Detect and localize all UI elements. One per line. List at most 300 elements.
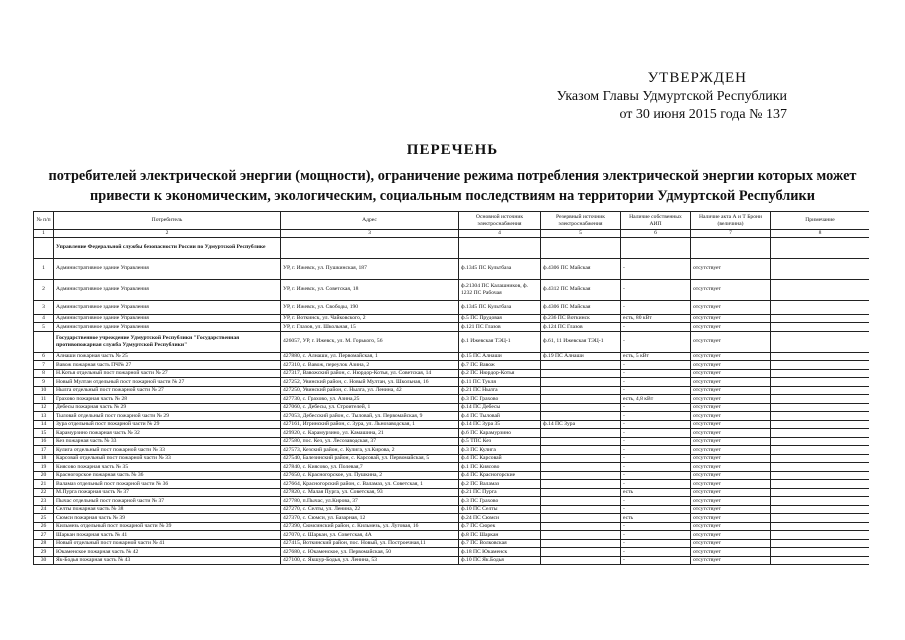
consumers-table-container bbox=[33, 211, 869, 640]
note bbox=[771, 412, 870, 421]
reserve-source bbox=[541, 548, 621, 557]
reservation-act: отсутствует bbox=[691, 378, 771, 387]
row-number bbox=[34, 331, 54, 352]
address: 427840, с. Киясово, ул. Полевая,7 bbox=[281, 463, 459, 472]
table-row bbox=[34, 429, 870, 438]
consumer-name: Новый отдельный пост пожарной части № 41 bbox=[54, 539, 281, 548]
consumer-name: Карсовай отдельный пост пожарной части № 33 bbox=[54, 454, 281, 463]
main-source: ф.5 ТПС Кез bbox=[459, 437, 541, 446]
main-source: ф.2 ПС Валамаз bbox=[459, 480, 541, 489]
address: 429920, с. Карамурзино, ул. Камашина, 21 bbox=[281, 429, 459, 438]
own-power-source: есть, 80 кВт bbox=[621, 314, 691, 323]
own-power-source: есть bbox=[621, 514, 691, 523]
reservation-act: отсутствует bbox=[691, 548, 771, 557]
approval-line-1: УТВЕРЖДЕН bbox=[647, 70, 747, 86]
table-row bbox=[34, 463, 870, 472]
table-row bbox=[34, 531, 870, 540]
reservation-act: отсутствует bbox=[691, 331, 771, 352]
note bbox=[771, 514, 870, 523]
note bbox=[771, 420, 870, 429]
note bbox=[771, 279, 870, 300]
reserve-source bbox=[541, 429, 621, 438]
reserve-source bbox=[541, 403, 621, 412]
consumer-name: Кулига отдельный пост пожарной части № 33 bbox=[54, 446, 281, 455]
main-source: ф.5 ПС Прудовая bbox=[459, 314, 541, 323]
row-number: 30 bbox=[34, 556, 54, 565]
row-number: 12 bbox=[34, 403, 54, 412]
main-source: ф.6 ПС Карамурзино bbox=[459, 429, 541, 438]
row-number: 13 bbox=[34, 412, 54, 421]
reserve-source bbox=[541, 505, 621, 514]
table-row bbox=[34, 454, 870, 463]
row-number: 28 bbox=[34, 539, 54, 548]
row-number: 20 bbox=[34, 471, 54, 480]
table-row bbox=[34, 386, 870, 395]
own-power-source: - bbox=[621, 531, 691, 540]
document-subtitle: потребителей электрической энергии (мощности), ограничение режима потребления электрической энергии которых может привести к экономическим, экологическим, социальным последствиям на территории Удмуртской Республики bbox=[48, 168, 857, 204]
consumer-name: Красногорское пожарная часть № 36 bbox=[54, 471, 281, 480]
column-header: Адрес bbox=[281, 212, 459, 230]
reservation-act: отсутствует bbox=[691, 323, 771, 332]
own-power-source: - bbox=[621, 403, 691, 412]
row-number: 23 bbox=[34, 497, 54, 506]
address: 427730, с. Грахово, ул. Азина,25 bbox=[281, 395, 459, 404]
table-row bbox=[34, 420, 870, 429]
table-row bbox=[34, 395, 870, 404]
consumer-name: Алнаши пожарная часть № 25 bbox=[54, 352, 281, 361]
own-power-source: - bbox=[621, 361, 691, 370]
row-number: 16 bbox=[34, 437, 54, 446]
table-row bbox=[34, 548, 870, 557]
note bbox=[771, 548, 870, 557]
address: 427820, с. Малая Пурга, ул. Советская, 93 bbox=[281, 488, 459, 497]
note bbox=[771, 429, 870, 438]
main-source: ф.7 ПС Сюрек bbox=[459, 522, 541, 531]
table-row bbox=[34, 514, 870, 523]
own-power-source: - bbox=[621, 480, 691, 489]
reservation-act: отсутствует bbox=[691, 352, 771, 361]
reserve-source bbox=[541, 539, 621, 548]
column-number: 5 bbox=[541, 230, 621, 238]
column-header: Потребитель bbox=[54, 212, 281, 230]
table-row bbox=[34, 471, 870, 480]
main-source: ф.3 ПС Грахово bbox=[459, 395, 541, 404]
note bbox=[771, 331, 870, 352]
address: 427317, Вавожский район, с. Нюрдор-Котья, ул. Советская, 14 bbox=[281, 369, 459, 378]
main-source: ф.21 ПС Нылга bbox=[459, 386, 541, 395]
own-power-source: есть, 5 кВт bbox=[621, 352, 691, 361]
note bbox=[771, 471, 870, 480]
column-number: 1 bbox=[34, 230, 54, 238]
approval-line-2: Указом Главы Удмуртской Республики bbox=[556, 89, 787, 104]
consumer-name: Грахово пожарная часть № 28 bbox=[54, 395, 281, 404]
consumer-name: Новый Мултан отдельный пост пожарной части № 27 bbox=[54, 378, 281, 387]
own-power-source: - bbox=[621, 420, 691, 429]
reservation-act: отсутствует bbox=[691, 412, 771, 421]
reserve-source bbox=[541, 488, 621, 497]
reservation-act: отсутствует bbox=[691, 258, 771, 279]
row-number: 4 bbox=[34, 314, 54, 323]
address: 426057, УР, г. Ижевск, ул. М. Горького, 56 bbox=[281, 331, 459, 352]
main-source: ф.4 ПС Карсовай bbox=[459, 454, 541, 463]
address: 427070, с. Шаркан, ул. Советская, 4А bbox=[281, 531, 459, 540]
note bbox=[771, 556, 870, 565]
address: 427250, Увинский район, с. Нылга, ул. Ленина, 42 bbox=[281, 386, 459, 395]
reserve-source: ф.236 ПС Воткинск bbox=[541, 314, 621, 323]
note bbox=[771, 480, 870, 489]
own-power-source: - bbox=[621, 300, 691, 314]
reservation-act: отсутствует bbox=[691, 420, 771, 429]
note bbox=[771, 395, 870, 404]
address: 427780, п.Пычас, ул.Кирова, 37 bbox=[281, 497, 459, 506]
row-number: 19 bbox=[34, 463, 54, 472]
reservation-act: отсутствует bbox=[691, 314, 771, 323]
reserve-source bbox=[541, 480, 621, 489]
address: УР, г. Ижевск, ул. Пушкинская, 187 bbox=[281, 258, 459, 279]
table-body bbox=[34, 237, 870, 565]
main-source: ф.8 ПС Шаркан bbox=[459, 531, 541, 540]
address: 427060, с. Дебесы, ул. Строителей, 1 bbox=[281, 403, 459, 412]
row-number: 26 bbox=[34, 522, 54, 531]
row-number: 10 bbox=[34, 386, 54, 395]
consumer-name: Административное здание Управления bbox=[54, 300, 281, 314]
note bbox=[771, 314, 870, 323]
document-title: ПЕРЕЧЕНЬ bbox=[406, 142, 499, 158]
main-source: ф.7 ПС Волковская bbox=[459, 539, 541, 548]
table-row bbox=[34, 323, 870, 332]
table-row bbox=[34, 361, 870, 370]
own-power-source: есть, 4,8 кВт bbox=[621, 395, 691, 404]
reserve-source bbox=[541, 369, 621, 378]
consumer-name: Кез пожарная часть № 33 bbox=[54, 437, 281, 446]
consumer-name: Карамурзино пожарная часть № 32 bbox=[54, 429, 281, 438]
reserve-source bbox=[541, 446, 621, 455]
note bbox=[771, 300, 870, 314]
reserve-source bbox=[541, 412, 621, 421]
table-row bbox=[34, 403, 870, 412]
own-power-source: - bbox=[621, 323, 691, 332]
row-number: 17 bbox=[34, 446, 54, 455]
reservation-act: отсутствует bbox=[691, 531, 771, 540]
consumer-name: Як-Бодья пожарная часть № 43 bbox=[54, 556, 281, 565]
consumer-name: Н.Котья отдельный пост пожарной части № 27 bbox=[54, 369, 281, 378]
address: 427415, Воткинский район, пос. Новый, ул. Построечная,11 bbox=[281, 539, 459, 548]
reservation-act: отсутствует bbox=[691, 514, 771, 523]
address: 427880, с. Алнаши, ул. Первомайская, 1 bbox=[281, 352, 459, 361]
consumer-name: Вавож пожарная часть ПЧ№ 27 bbox=[54, 361, 281, 370]
table-column-numbers-row bbox=[34, 230, 870, 238]
consumers-table bbox=[33, 211, 869, 565]
own-power-source: - bbox=[621, 539, 691, 548]
row-number: 15 bbox=[34, 429, 54, 438]
own-power-source: - bbox=[621, 378, 691, 387]
note bbox=[771, 352, 870, 361]
table-row bbox=[34, 497, 870, 506]
own-power-source: есть bbox=[621, 488, 691, 497]
table-row bbox=[34, 279, 870, 300]
consumer-name: Селты пожарная часть № 38 bbox=[54, 505, 281, 514]
reservation-act: отсутствует bbox=[691, 395, 771, 404]
reserve-source: ф.61, 11 Ижевская ТЭЦ-1 bbox=[541, 331, 621, 352]
row-number: 11 bbox=[34, 395, 54, 404]
reserve-source bbox=[541, 556, 621, 565]
table-row bbox=[34, 258, 870, 279]
empty-cell bbox=[771, 237, 870, 258]
row-number: 22 bbox=[34, 488, 54, 497]
address: 427252, Увинский район, с. Новый Мултан, ул. Школьная, 16 bbox=[281, 378, 459, 387]
consumer-name: Зура отдельный пост пожарной части № 29 bbox=[54, 420, 281, 429]
note bbox=[771, 369, 870, 378]
note bbox=[771, 522, 870, 531]
own-power-source: - bbox=[621, 279, 691, 300]
consumer-name: Административное здание Управления bbox=[54, 323, 281, 332]
table-row bbox=[34, 331, 870, 352]
reservation-act: отсутствует bbox=[691, 488, 771, 497]
reserve-source: ф.4306 ПС Майская bbox=[541, 300, 621, 314]
reserve-source: ф.4306 ПС Майская bbox=[541, 258, 621, 279]
address: 427100, с. Якшур-Бодья, ул. Ленина, 53 bbox=[281, 556, 459, 565]
reservation-act: отсутствует bbox=[691, 556, 771, 565]
reserve-source: ф.19 ПС Алнаши bbox=[541, 352, 621, 361]
reserve-source bbox=[541, 378, 621, 387]
note bbox=[771, 505, 870, 514]
reserve-source bbox=[541, 437, 621, 446]
consumer-name: Кильмезь отдельный пост пожарной части № 39 bbox=[54, 522, 281, 531]
own-power-source: - bbox=[621, 258, 691, 279]
reservation-act: отсутствует bbox=[691, 429, 771, 438]
column-header: № п/п bbox=[34, 212, 54, 230]
main-source: ф.4 ПС Тыловай bbox=[459, 412, 541, 421]
own-power-source: - bbox=[621, 446, 691, 455]
row-number: 24 bbox=[34, 505, 54, 514]
own-power-source: - bbox=[621, 522, 691, 531]
own-power-source: - bbox=[621, 556, 691, 565]
main-source: ф.10 ПС Селты bbox=[459, 505, 541, 514]
main-source: ф.11 ПС Тукля bbox=[459, 378, 541, 387]
consumer-name: Шаркан пожарная часть № 41 bbox=[54, 531, 281, 540]
empty-cell bbox=[281, 237, 459, 258]
address: 427664, Красногорский район, с. Валамаз, ул. Советская, 1 bbox=[281, 480, 459, 489]
own-power-source: - bbox=[621, 369, 691, 378]
note bbox=[771, 454, 870, 463]
main-source: ф.14 ПС Дебесы bbox=[459, 403, 541, 412]
main-source: ф.7 ПС Вавож bbox=[459, 361, 541, 370]
column-number: 7 bbox=[691, 230, 771, 238]
organization-name: Государственное учреждение Удмуртской Республики "Государственная противопожарная служба Удмуртской Республики" bbox=[54, 331, 281, 352]
table-row bbox=[34, 412, 870, 421]
empty-cell bbox=[691, 237, 771, 258]
address: 427573, Кезский район, с. Кулига, ул.Кирова, 2 bbox=[281, 446, 459, 455]
table-row bbox=[34, 505, 870, 514]
table-row bbox=[34, 488, 870, 497]
row-number: 5 bbox=[34, 323, 54, 332]
table-row bbox=[34, 369, 870, 378]
reservation-act: отсутствует bbox=[691, 463, 771, 472]
main-source: ф.1 ПС Киясово bbox=[459, 463, 541, 472]
main-source: ф.21 ПС Пурга bbox=[459, 488, 541, 497]
reservation-act: отсутствует bbox=[691, 437, 771, 446]
reservation-act: отсутствует bbox=[691, 505, 771, 514]
reserve-source: ф.4312 ПС Майская bbox=[541, 279, 621, 300]
address: 427270, с. Селты, ул. Ленина, 22 bbox=[281, 505, 459, 514]
address: УР, г. Ижевск, ул. Советская, 18 bbox=[281, 279, 459, 300]
column-header: Наличие акта А и Т Брони (величина) bbox=[691, 212, 771, 230]
own-power-source: - bbox=[621, 437, 691, 446]
table-row bbox=[34, 352, 870, 361]
reserve-source bbox=[541, 395, 621, 404]
reserve-source: ф.124 ПС Глазов bbox=[541, 323, 621, 332]
row-number: 6 bbox=[34, 352, 54, 361]
address: 427580, пос. Кез, ул. Лесозаводская, 37 bbox=[281, 437, 459, 446]
main-source: ф.21304 ПС Калашников, ф. 1232 ПС Рабочая bbox=[459, 279, 541, 300]
own-power-source: - bbox=[621, 548, 691, 557]
consumer-name: Нылга отдельный пост пожарной части № 27 bbox=[54, 386, 281, 395]
note bbox=[771, 539, 870, 548]
reservation-act: отсутствует bbox=[691, 279, 771, 300]
table-header-row bbox=[34, 212, 870, 230]
main-source: ф.121 ПС Глазов bbox=[459, 323, 541, 332]
reserve-source bbox=[541, 361, 621, 370]
reservation-act: отсутствует bbox=[691, 539, 771, 548]
reserve-source bbox=[541, 454, 621, 463]
reserve-source bbox=[541, 471, 621, 480]
reservation-act: отсутствует bbox=[691, 497, 771, 506]
address: УР, г. Глазов, ул. Школьная, 15 bbox=[281, 323, 459, 332]
address: 427310, с. Вавож, переулок Азина, 2 bbox=[281, 361, 459, 370]
row-number: 14 bbox=[34, 420, 54, 429]
note bbox=[771, 488, 870, 497]
own-power-source: - bbox=[621, 454, 691, 463]
column-number: 6 bbox=[621, 230, 691, 238]
address: 427680, с. Юкаменское, ул. Первомайская, 50 bbox=[281, 548, 459, 557]
row-number: 27 bbox=[34, 531, 54, 540]
consumer-name: Административное здание Управления bbox=[54, 258, 281, 279]
reserve-source bbox=[541, 386, 621, 395]
row-number: 18 bbox=[34, 454, 54, 463]
consumer-name: Сюмси пожарная часть № 39 bbox=[54, 514, 281, 523]
reservation-act: отсутствует bbox=[691, 386, 771, 395]
table-row bbox=[34, 378, 870, 387]
row-number: 8 bbox=[34, 369, 54, 378]
row-number: 25 bbox=[34, 514, 54, 523]
address: 427650, с. Красногорское, ул. Пушкина, 2 bbox=[281, 471, 459, 480]
column-number: 2 bbox=[54, 230, 281, 238]
address: 427370, с. Сюмси, ул. Базарная, 12 bbox=[281, 514, 459, 523]
consumer-name: Пычас отдельный пост пожарной части № 37 bbox=[54, 497, 281, 506]
reservation-act: отсутствует bbox=[691, 522, 771, 531]
note bbox=[771, 386, 870, 395]
empty-cell bbox=[621, 237, 691, 258]
main-source: ф.1 Ижевская ТЭЦ-1 bbox=[459, 331, 541, 352]
reservation-act: отсутствует bbox=[691, 361, 771, 370]
consumer-name: Дебесы пожарная часть № 29 bbox=[54, 403, 281, 412]
main-source: ф.14 ПС Зура 35 bbox=[459, 420, 541, 429]
main-source: ф.24 ПС Сюмси bbox=[459, 514, 541, 523]
main-source: ф.4 ПС Красногорские bbox=[459, 471, 541, 480]
own-power-source: - bbox=[621, 497, 691, 506]
address: 427161, Игринский район, с. Зура, ул. Льнозаводская, 1 bbox=[281, 420, 459, 429]
row-number: 1 bbox=[34, 258, 54, 279]
address: УР, г. Воткинск, ул. Чайковского, 2 bbox=[281, 314, 459, 323]
reservation-act: отсутствует bbox=[691, 300, 771, 314]
note bbox=[771, 497, 870, 506]
consumer-name: М.Пурга пожарная часть № 37 bbox=[54, 488, 281, 497]
own-power-source: - bbox=[621, 331, 691, 352]
note bbox=[771, 378, 870, 387]
own-power-source: - bbox=[621, 463, 691, 472]
column-header: Наличие собственных АИП bbox=[621, 212, 691, 230]
reserve-source: ф.14 ПС Зура bbox=[541, 420, 621, 429]
note bbox=[771, 446, 870, 455]
main-source: ф.1345 ПС Культбаза bbox=[459, 300, 541, 314]
reserve-source bbox=[541, 497, 621, 506]
reserve-source bbox=[541, 522, 621, 531]
address: 427053, Дебесский район, с. Тыловай, ул. Первомайская, 9 bbox=[281, 412, 459, 421]
table-row bbox=[34, 437, 870, 446]
reserve-source bbox=[541, 514, 621, 523]
approval-line-3: от 30 июня 2015 года № 137 bbox=[619, 107, 787, 122]
table-row bbox=[34, 300, 870, 314]
organization-name: Управление Федеральной службы безопасности России по Удмуртской Республике bbox=[54, 237, 281, 258]
table-row bbox=[34, 446, 870, 455]
row-number: 2 bbox=[34, 279, 54, 300]
own-power-source: - bbox=[621, 412, 691, 421]
row-number: 3 bbox=[34, 300, 54, 314]
reservation-act: отсутствует bbox=[691, 446, 771, 455]
address: 427390, Сюмсинский район, с. Кильмезь, ул. Луговая, 16 bbox=[281, 522, 459, 531]
column-number: 4 bbox=[459, 230, 541, 238]
consumer-name: Киясово пожарная часть № 35 bbox=[54, 463, 281, 472]
main-source: ф.2 ПС Нюрдор-Котья bbox=[459, 369, 541, 378]
reservation-act: отсутствует bbox=[691, 471, 771, 480]
main-source: ф.3 ПС Грахово bbox=[459, 497, 541, 506]
own-power-source: - bbox=[621, 386, 691, 395]
consumer-name: Административное здание Управления bbox=[54, 279, 281, 300]
own-power-source: - bbox=[621, 471, 691, 480]
reservation-act: отсутствует bbox=[691, 454, 771, 463]
reservation-act: отсутствует bbox=[691, 369, 771, 378]
note bbox=[771, 531, 870, 540]
note bbox=[771, 323, 870, 332]
main-source: ф.15 ПС Алнаши bbox=[459, 352, 541, 361]
row-number: 29 bbox=[34, 548, 54, 557]
note bbox=[771, 258, 870, 279]
reservation-act: отсутствует bbox=[691, 480, 771, 489]
reserve-source bbox=[541, 531, 621, 540]
main-source: ф.18 ПС Юкаменск bbox=[459, 548, 541, 557]
column-number: 3 bbox=[281, 230, 459, 238]
column-number: 8 bbox=[771, 230, 870, 238]
main-source: ф.3 ПС Кулига bbox=[459, 446, 541, 455]
consumer-name: Юкаменское пожарная часть № 42 bbox=[54, 548, 281, 557]
main-source: ф.10 ПС Як.Бодья bbox=[459, 556, 541, 565]
empty-cell bbox=[459, 237, 541, 258]
note bbox=[771, 403, 870, 412]
address: УР, г. Ижевск, ул. Свободы, 190 bbox=[281, 300, 459, 314]
note bbox=[771, 463, 870, 472]
reserve-source bbox=[541, 463, 621, 472]
table-row bbox=[34, 556, 870, 565]
table-row bbox=[34, 522, 870, 531]
note bbox=[771, 437, 870, 446]
table-row bbox=[34, 237, 870, 258]
row-number: 9 bbox=[34, 378, 54, 387]
table-row bbox=[34, 539, 870, 548]
empty-cell bbox=[541, 237, 621, 258]
table-row bbox=[34, 314, 870, 323]
row-number: 7 bbox=[34, 361, 54, 370]
main-source: ф.1345 ПС Культбаза bbox=[459, 258, 541, 279]
